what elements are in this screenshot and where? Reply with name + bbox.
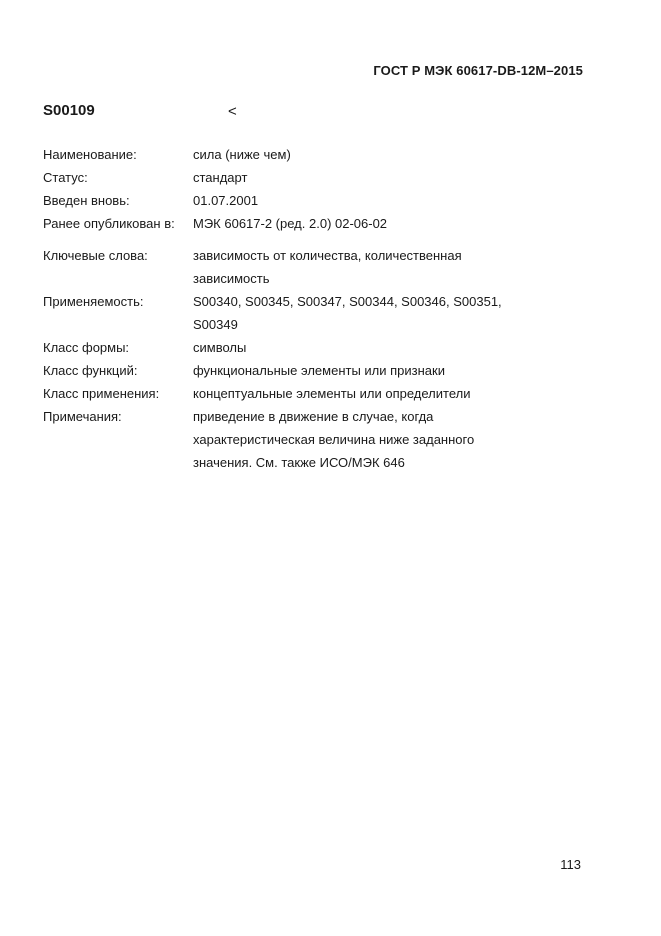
field-label: Применяемость: xyxy=(43,294,144,309)
document-standard-header: ГОСТ Р МЭК 60617-DB-12M–2015 xyxy=(373,63,583,78)
field-applicability xyxy=(43,290,583,336)
field-value: S00340, S00345, S00347, S00344, S00346, S00351, S00349 xyxy=(193,294,502,332)
field-form-class xyxy=(43,336,583,359)
field-name xyxy=(43,143,583,166)
field-keywords xyxy=(43,244,583,290)
field-label: Введен вновь: xyxy=(43,193,130,208)
field-value: МЭК 60617-2 (ред. 2.0) 02-06-02 xyxy=(193,216,388,231)
symbol-code: S00109 xyxy=(43,102,95,119)
field-value: зависимость от количества, количественная зависимость xyxy=(193,248,462,286)
symbol-properties xyxy=(43,143,583,474)
field-label: Ранее опубликован в: xyxy=(43,216,175,231)
field-application-class xyxy=(43,382,583,405)
field-value: сила (ниже чем) xyxy=(193,147,291,162)
field-previously-published xyxy=(43,212,583,235)
field-label: Класс применения: xyxy=(43,386,160,401)
field-function-class xyxy=(43,359,583,382)
field-value: стандарт xyxy=(193,170,248,185)
field-label: Ключевые слова: xyxy=(43,248,148,263)
field-status xyxy=(43,166,583,189)
field-introduced xyxy=(43,189,583,212)
field-label: Примечания: xyxy=(43,409,122,424)
page-number: 113 xyxy=(560,857,581,872)
field-label: Статус: xyxy=(43,170,88,185)
field-value: символы xyxy=(193,340,247,355)
field-label: Наименование: xyxy=(43,147,137,162)
symbol-heading xyxy=(43,102,343,124)
field-value: концептуальные элементы или определители xyxy=(193,386,471,401)
field-notes xyxy=(43,405,583,474)
symbol-glyph: < xyxy=(228,103,237,120)
field-value: 01.07.2001 xyxy=(193,193,259,208)
field-value: приведение в движение в случае, когда характеристическая величина ниже заданного значения. См. также ИСО/МЭК 646 xyxy=(193,409,475,470)
field-value: функциональные элементы или признаки xyxy=(193,363,445,378)
field-label: Класс функций: xyxy=(43,363,138,378)
field-label: Класс формы: xyxy=(43,340,130,355)
